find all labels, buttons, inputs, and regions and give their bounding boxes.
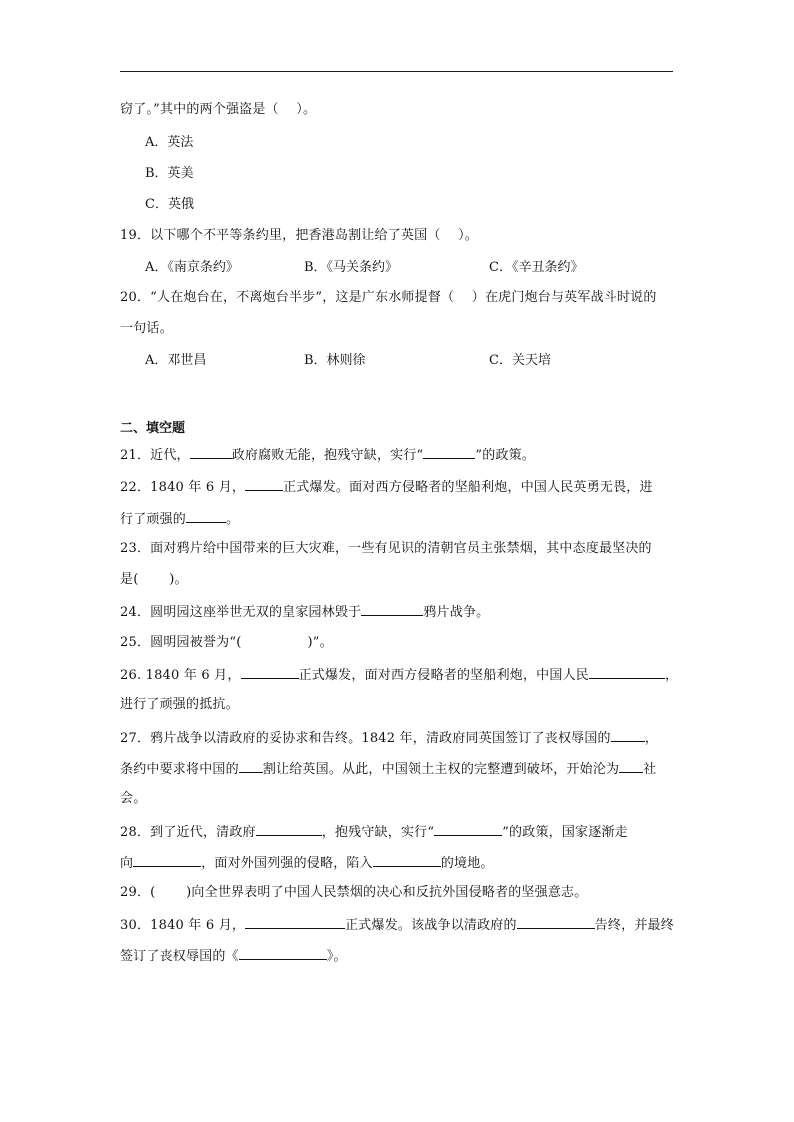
q27-line3: 会。 — [120, 791, 147, 806]
q22-text-b: 正式爆发。面对西方侵略者的坚船利炮，中国人民英勇无畏，进 — [283, 480, 653, 495]
q28-blank-3[interactable] — [133, 852, 201, 867]
q25: 25．圆明园被誉为“( )”。 — [120, 635, 333, 650]
q27-text-d: 割让给英国。从此，中国领土主权的完整遭到破坏，开始沦为 — [262, 762, 620, 777]
q21-text-a: 21．近代， — [120, 448, 190, 463]
q18-option-b: B．英美 — [145, 166, 194, 181]
q28-text-b: ，抱残守缺，实行“ — [321, 825, 435, 840]
q26-line1 — [120, 664, 678, 686]
q28-blank-2[interactable] — [434, 821, 502, 836]
q30-blank-3[interactable] — [239, 945, 327, 960]
q21 — [120, 444, 535, 466]
q26-text-c: ， — [664, 668, 679, 683]
q28-text-f: 的境地。 — [440, 856, 494, 871]
q28-text-a: 28．到了近代，清政府 — [120, 825, 256, 840]
q19-option-b: B．《马关条约》 — [304, 260, 399, 275]
q23-line2: 是( )。 — [120, 572, 188, 587]
q24-text-a: 24．圆明园这座举世无双的皇家园林毁于 — [120, 605, 362, 620]
q28-text-e: ，面对外国列强的侵略，陷入 — [201, 856, 373, 871]
q24-text-b: 鸦片战争。 — [423, 605, 490, 620]
q27-blank-1[interactable] — [611, 727, 645, 742]
q27-text-a: 27．鸦片战争以清政府的妥协求和告终。1842 年，清政府同英国签订了丧权辱国的 — [120, 731, 611, 746]
header-rule — [120, 71, 673, 72]
section-heading: 二、填空题 — [120, 421, 186, 436]
q28-line1 — [120, 821, 628, 843]
q19-option-c: C．《辛丑条约》 — [489, 260, 584, 275]
q27-text-c: 条约中要求将中国的 — [120, 762, 239, 777]
q21-blank-2[interactable] — [423, 444, 475, 459]
q26-blank-1[interactable] — [241, 664, 299, 679]
q22-blank-1[interactable] — [245, 476, 283, 491]
q28-line2 — [120, 852, 494, 874]
q26-blank-2[interactable] — [589, 664, 665, 679]
q27-line2 — [120, 758, 656, 780]
q22-blank-2[interactable] — [186, 508, 226, 523]
q28-text-c: ”的政策，国家逐渐走 — [502, 825, 628, 840]
q18-option-c: C．英俄 — [145, 197, 194, 212]
q22-line2 — [120, 508, 239, 530]
q22-text-d: 。 — [226, 512, 240, 527]
q27-text-e: 社 — [643, 762, 657, 777]
q28-blank-1[interactable] — [256, 821, 322, 836]
q28-blank-4[interactable] — [373, 852, 441, 867]
q22-text-a: 22．1840 年 6 月， — [120, 480, 246, 495]
q30-text-d: 签订了丧权辱国的《 — [120, 949, 239, 964]
q26-text-b: 正式爆发，面对西方侵略者的坚船利炮，中国人民 — [298, 668, 589, 683]
q26-text-a: 26. 1840 年 6 月， — [120, 668, 241, 683]
q27-blank-2[interactable] — [239, 758, 263, 773]
q20-option-c: C．关天培 — [489, 353, 551, 368]
q30-blank-2[interactable] — [517, 914, 595, 929]
q20-line2: 一句话。 — [120, 321, 173, 336]
q20-option-a: A．邓世昌 — [145, 353, 207, 368]
q30-text-a: 30．1840 年 6 月， — [120, 918, 246, 933]
q23-line1: 23．面对鸦片给中国带来的巨大灾难，一些有见识的清朝官员主张禁烟，其中态度最坚决的 — [120, 541, 652, 556]
q21-text-c: ”的政策。 — [475, 448, 536, 463]
q27-blank-3[interactable] — [619, 758, 643, 773]
q18-tail: 窃了。”其中的两个强盗是（ ）。 — [120, 102, 317, 117]
q18-option-a: A．英法 — [145, 135, 194, 150]
q27-text-b: ， — [644, 731, 658, 746]
q24 — [120, 601, 489, 623]
q27-line1 — [120, 727, 658, 749]
q30-text-b: 正式爆发。该战争以清政府的 — [345, 918, 517, 933]
q19-text: 19．以下哪个不平等条约里，把香港岛割让给了英国（ ）。 — [120, 228, 478, 243]
q30-blank-1[interactable] — [245, 914, 345, 929]
q28-text-d: 向 — [120, 856, 134, 871]
q26-line2: 进行了顽强的抵抗。 — [120, 697, 239, 712]
q24-blank-1[interactable] — [361, 601, 423, 616]
q30-line2 — [120, 945, 347, 967]
q22-text-c: 行了顽强的 — [120, 512, 187, 527]
q29: 29．( )向全世界表明了中国人民禁烟的决心和反抗外国侵略者的坚强意志。 — [120, 885, 588, 900]
q19-option-a: A．《南京条约》 — [145, 260, 239, 275]
q22-line1 — [120, 476, 653, 498]
q30-line1 — [120, 914, 674, 936]
q30-text-c: 告终，并最终 — [594, 918, 674, 933]
q20-line1: 20．“人在炮台在，不离炮台半步”，这是广东水师提督（ ）在虎门炮台与英军战斗时说的 — [120, 290, 657, 305]
q30-text-e: 》。 — [326, 949, 347, 964]
q21-blank-1[interactable] — [190, 444, 232, 459]
q21-text-b: 政府腐败无能，抱残守缺，实行“ — [231, 448, 424, 463]
q20-option-b: B．林则徐 — [304, 353, 366, 368]
